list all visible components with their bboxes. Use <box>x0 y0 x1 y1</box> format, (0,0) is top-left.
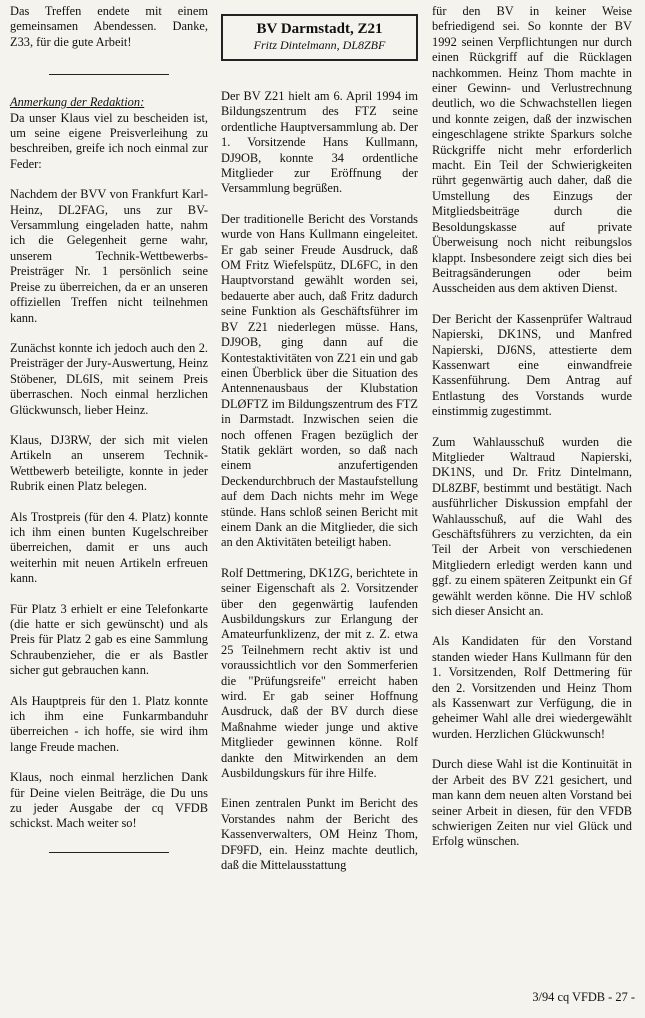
paragraph: Der traditionelle Bericht des Vorstands wurde von Hans Kullmann eingeleitet. Er gab seiner Freude Ausdruck, daß OM Fritz Wiefelspütz, DL6FC, in den Hauptvorstand gewählt worden sei, bedauerte aber auch, daß Fritz dadurch seine Funktion als Geschäftsführer im BV Z21 niederlegen müsse. Hans, DJ9OB, ging dann auf die Kontestaktivitäten von Z21 ein und gab einen Überblick über die Situation des Antennenausbaus der Klubstation DLØFTZ im Bildungszentrum des FTZ in Darmstadt. Inzwischen seien die noch offenen Fragen bezüglich der Statik geklärt worden, so daß nach einem anzufertigenden Deckendurchbruch der Mastaufstellung auf dem Dach nichts mehr im Wege stünde. Hans schloß seinen Bericht mit einem Dank an die Mitglieder, die sich an den Aktivitäten beteiligt haben. <box>221 211 418 550</box>
paragraph: Zum Wahlausschuß wurden die Mitglieder Waltraud Napierski, DK1NS, und Dr. Fritz Dintelmann, DL8ZBF, bestimmt und bestätigt. Nach ausführlicher Diskussion empfahl der Wahlausschuß, auf die Wahl des Geschäftsführers zu verzichten, da ein Teil der Arbeit von verschiedenen Mitgliedern erledigt werden kann und ggf. zu einem späteren Zeitpunkt ein Gf gewählt werden könne. Die HV schloß sich dieser Ansicht an. <box>432 434 632 619</box>
paragraph: Der BV Z21 hielt am 6. April 1994 im Bildungszentrum des FTZ seine ordentliche Hauptversammlung ab. Der 1. Vorsitzende Hans Kullmann, DJ9OB, konnte 34 ordentliche Mitglieder zur Eröffnung der Versammlung begrüßen. <box>221 89 418 196</box>
editor-note-heading: Anmerkung der Redaktion: <box>10 95 145 110</box>
paragraph: für den BV in keiner Weise befriedigend sei. So konnte der BV 1992 seinen Verpflichtungen nur durch einen Rückgriff auf die Rücklagen nachkommen. Heinz Thom machte in einer Gewinn- und Verlustrechnung deutlich, wo die Schwachstellen liegen und konnte zeigen, daß der inzwischen eingeschlagene strikte Sparkurs solche Rückgriffe nicht mehr erforderlich macht. Ein Teil der Schwierigkeiten rührt gegenwärtig auch daher, daß die Umstellung des Einzugs der Mitgliedsbeiträge durch die Besoldungskasse auf private Überweisung noch nicht reibungslos klappt. Insbesondere zeigt sich dies bei Beitragsänderungen oder beim Ausscheiden aus dem aktiven Dienst. <box>432 4 632 296</box>
page-footer: 3/94 cq VFDB - 27 - <box>532 990 635 1004</box>
article-author: Fritz Dintelmann, DL8ZBF <box>253 38 386 52</box>
paragraph: Zunächst konnte ich jedoch auch den 2. Preisträger der Jury-Auswertung, Heinz Stöbener, DL6IS, mit seinem Preis überraschen. Noch einmal herzlichen Glückwunsch, lieber Heinz. <box>10 340 208 417</box>
editor-note-text: Da unser Klaus viel zu bescheiden ist, um seine eigene Preisverleihung zu beschreiben, greife ich noch einmal zur Feder: <box>10 110 208 171</box>
paragraph: Klaus, DJ3RW, der sich mit vielen Artikeln an unserem Technik-Wettbewerb beteiligte, konnte in jeder Rubrik einen Platz belegen. <box>10 432 208 494</box>
paragraph: Klaus, noch einmal herzlichen Dank für Deine vielen Beiträge, die Du uns zu jeder Ausgabe der cq VFDB schickst. Mach weiter so! <box>10 770 208 831</box>
editor-note <box>10 95 208 172</box>
paragraph: Rolf Dettmering, DK1ZG, berichtete in seiner Eigenschaft als 2. Vorsitzender über den gegenwärtig laufenden Ausbildungskurs zur Erlangung der Amateurfunklizenz, der mit z. Z. etwa 25 Teilnehmern recht aktiv ist und voraussichtlich vor den Sommerferien die "Prüfungsreife" erreicht haben wird. Er gab seiner Hoffnung Ausdruck, daß der BV durch diese Maßnahme wieder junge und aktive Mitglieder gewinnen könne. Rolf dankte den Mitwirkenden an dem Ausbildungskurs für ihre Hilfe. <box>221 565 418 781</box>
paragraph: Einen zentralen Punkt im Bericht des Vorstandes nahm der Bericht des Kassenverwalters, OM Heinz Thom, DF9FD, ein. Heinz machte deutlich, daß die Mittelausstattung <box>221 796 418 873</box>
paragraph: Als Kandidaten für den Vorstand standen wieder Hans Kullmann für den 1. Vorsitzenden, Rolf Dettmering für den 2. Vorsitzenden und Heinz Thom als Kassenwart zur Verfügung, die in geheimer Wahl alle drei wiedergewählt wurden. Herzlichen Glückwunsch! <box>432 634 632 741</box>
column-left <box>10 4 208 853</box>
divider <box>49 74 169 75</box>
article-title: BV Darmstadt, Z21 <box>256 21 383 37</box>
paragraph: Das Treffen endete mit einem gemeinsamen Abendessen. Danke, Z33, für die gute Arbeit! <box>10 4 208 49</box>
divider <box>49 852 169 853</box>
paragraph: Nachdem der BVV von Frankfurt Karl-Heinz, DL2FAG, uns zur BV-Versammlung eingeladen hatte, nahm ich die Gelegenheit gerne wahr, unserem Technik-Wettbewerbs-Preisträger Nr. 1 persönlich seine Preise zu überreichen, da er an unseren offiziellen Treffen nicht teilnehmen kann. <box>10 187 208 325</box>
column-right <box>432 4 632 865</box>
paragraph: Durch diese Wahl ist die Kontinuität in der Arbeit des BV Z21 gesichert, und man kann dem neuen alten Vorstand bei seiner Arbeit in diesen, für den VFDB schwierigen Zeiten nur viel Glück und Erfolg wünschen. <box>432 757 632 849</box>
paragraph: Als Hauptpreis für den 1. Platz konnte ich ihm eine Funkarmbanduhr überreichen - ich hoffe, sie wird ihm lange Freude machen. <box>10 693 208 754</box>
paragraph: Der Bericht der Kassenprüfer Waltraud Napierski, DK1NS, und Manfred Napierski, DJ6NS, attestierte dem Kassenwart eine einwandfreie Kassenführung. Dem Antrag auf Entlastung des Vorstands wurde einstimmig zugestimmt. <box>432 311 632 419</box>
article-title-box <box>221 14 418 61</box>
paragraph: Als Trostpreis (für den 4. Platz) konnte ich ihm einen bunten Kugelschreiber überreichen, damit er uns auch weiterhin mit neuen Artikeln erfreuen kann. <box>10 509 208 586</box>
paragraph: Für Platz 3 erhielt er eine Telefonkarte (die hatte er sich gewünscht) und als Preis für Platz 2 gab es eine Sammlung Schraubenzieher, die er als Bastler sicher gut gebrauchen kann. <box>10 601 208 678</box>
column-middle <box>221 4 418 889</box>
